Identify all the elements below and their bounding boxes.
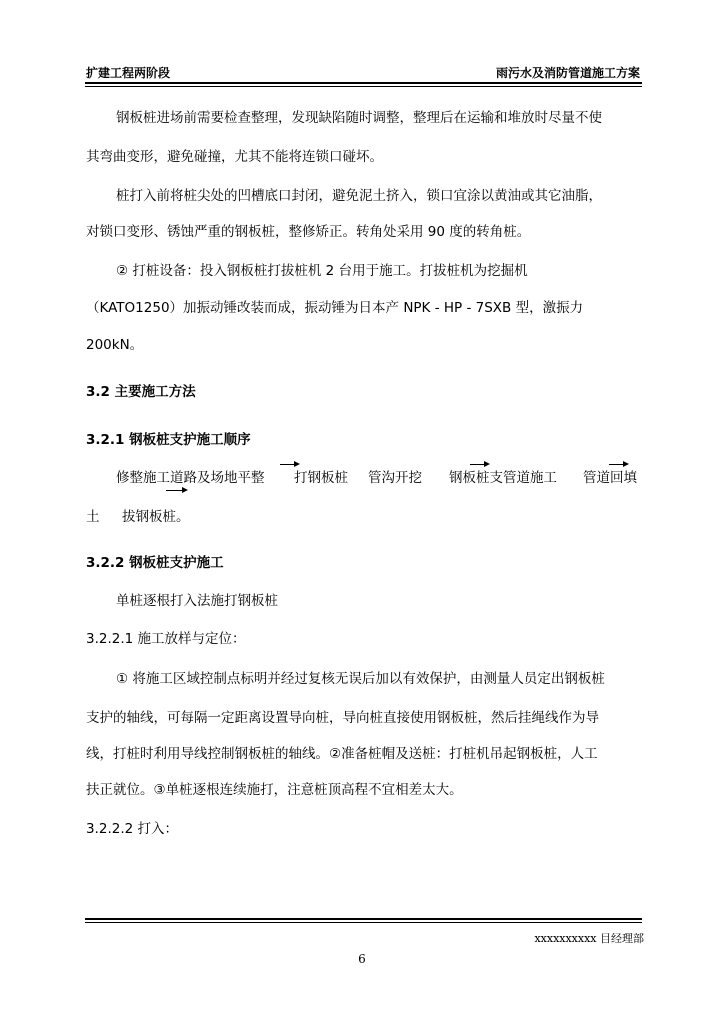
subsection-heading: 3.2.2 钢板桩支护施工 (86, 555, 224, 571)
subsection-heading: 3.2.1 钢板桩支护施工顺序 (86, 432, 251, 448)
header-rule (85, 82, 642, 84)
flow-sequence (0, 466, 724, 486)
paragraph-line: 桩打入前将桩尖处的凹槽底口封闭，避免泥土挤入，锁口宜涂以黄油或其它油脂， (116, 188, 602, 204)
paragraph-line: 支护的轴线，可每隔一定距离设置导向桩，导向桩直接使用钢板桩，然后挂绳线作为导 (86, 710, 599, 726)
footer-rule-thin (85, 922, 642, 923)
flow-step: 修整施工道路及场地平整 (116, 470, 265, 486)
paragraph-line: 单桩逐根打入法施打钢板桩 (116, 593, 278, 609)
paragraph-line: 钢板桩进场前需要检查整理，发现缺陷随时调整，整理后在运输和堆放时尽量不使 (116, 110, 602, 126)
arrow-icon (166, 490, 186, 491)
clause-heading: 3.2.2.2 打入： (86, 821, 179, 837)
flow-step: 管道回填 (583, 470, 637, 486)
paragraph-line: 200kN。 (86, 337, 144, 353)
footer-rule (85, 918, 642, 920)
header-left: 扩建工程两阶段 (86, 66, 171, 80)
header-right: 雨污水及消防管道施工方案 (495, 66, 640, 80)
paragraph-line: ② 打桩设备：投入钢板桩打拔桩机 2 台用于施工。打拔桩机为挖掘机 (116, 263, 528, 279)
arrow-icon (280, 464, 298, 465)
section-heading: 3.2 主要施工方法 (86, 384, 196, 400)
paragraph-line: 对锁口变形、锈蚀严重的钢板桩，整修矫正。转角处采用 90 度的转角桩。 (86, 224, 531, 240)
paragraph-line: 其弯曲变形，避免碰撞，尤其不能将连锁口碰坏。 (86, 149, 383, 165)
page-number: 6 (358, 952, 366, 966)
clause-heading: 3.2.2.1 施工放样与定位： (86, 631, 246, 647)
flow-step: 钢板桩支管道施工 (449, 470, 557, 486)
flow-step: 管沟开挖 (368, 470, 422, 486)
paragraph-line: 扶正就位。③单桩逐根连续施打，注意桩顶高程不宜相差太大。 (86, 782, 463, 798)
flow-step: 打钢板桩 (294, 470, 348, 486)
arrow-icon (609, 464, 627, 465)
header-rule-thin (85, 86, 642, 87)
flow-step: 土 (86, 509, 100, 525)
paragraph-line: （KATO1250）加振动锤改装而成，振动锤为日本产 NPK - HP - 7SXB 型，激振力 (86, 300, 584, 316)
footer-department: xxxxxxxxxx 目经理部 (534, 932, 644, 945)
paragraph-line: 线，打桩时利用导线控制钢板桩的轴线。②准备桩帽及送桩：打桩机吊起钢板桩，人工 (86, 746, 598, 762)
arrow-icon (470, 464, 488, 465)
flow-step: 拔钢板桩。 (122, 509, 190, 525)
paragraph-line: ① 将施工区域控制点标明并经过复核无误后加以有效保护，由测量人员定出钢板桩 (116, 671, 605, 687)
